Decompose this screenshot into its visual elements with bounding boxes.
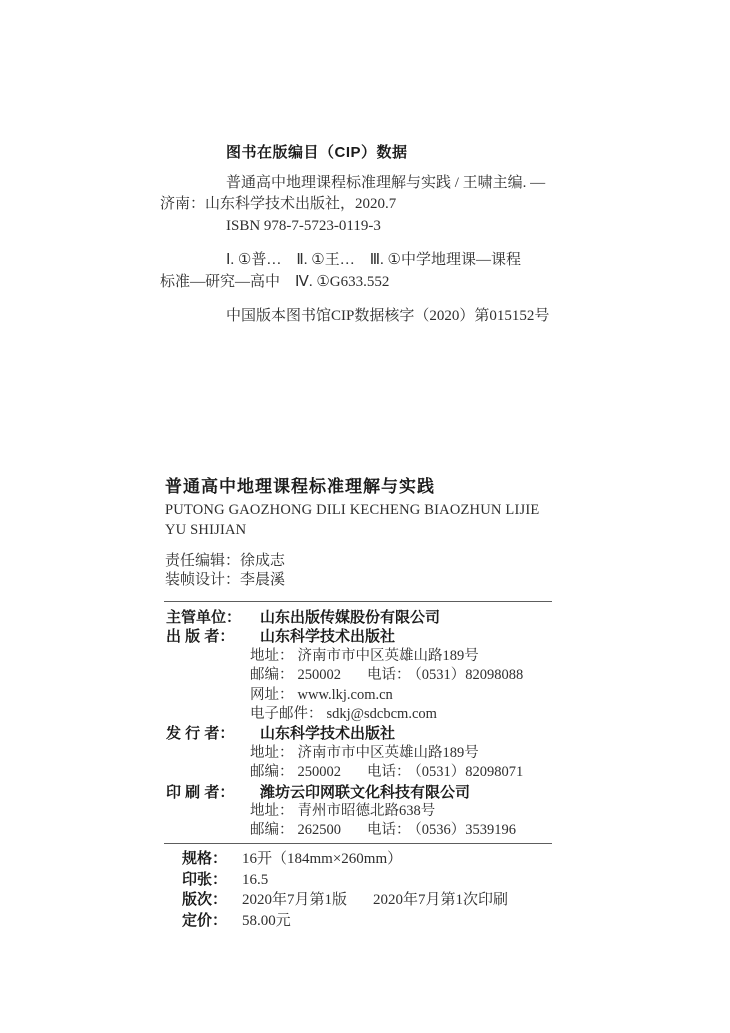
cip-entry-line-1: 普通高中地理课程标准理解与实践 / 王啸主编. —: [226, 174, 546, 191]
credits: [165, 552, 565, 590]
responsible-editor-row: [165, 552, 565, 571]
field-label: 发 行 者：: [166, 725, 235, 743]
field-label: 主管单位：: [166, 609, 242, 626]
printer-postcode-phone-row: [166, 821, 566, 840]
field-value: 山东科学技术出版社: [260, 628, 396, 646]
field-label: 电话：: [367, 822, 411, 839]
field-value: 16开（184mm×260mm）: [242, 851, 403, 867]
field-value: 李晨溪: [240, 572, 286, 588]
field-value: （0531）82098071: [414, 764, 524, 781]
field-value: （0536）3539196: [414, 822, 516, 839]
cip-classification-line-2: 标准—研究—高中 Ⅳ. ①G633.552: [160, 273, 390, 290]
field-value: sdkj@sdcbcm.com: [326, 706, 437, 723]
field-value: 青州市昭德北路638号: [297, 803, 436, 820]
print-spec-block: [182, 849, 582, 931]
field-value: 济南市市中区英雄山路189号: [297, 744, 479, 761]
cip-entry-line-2: 济南：山东科学技术出版社，2020.7: [160, 196, 397, 213]
field-label: 地址：: [250, 647, 294, 664]
field-label: 电话：: [367, 667, 411, 684]
book-title: 普通高中地理课程标准理解与实践: [165, 477, 435, 496]
title-pinyin-line-2: YU SHIJIAN: [165, 521, 247, 538]
field-label: 电话：: [367, 764, 411, 781]
field-value: 2020年7月第1版: [242, 892, 348, 908]
cip-heading: 图书在版编目（CIP）数据: [226, 144, 408, 161]
edition-row: [182, 890, 582, 911]
field-label: 邮编：: [250, 667, 294, 684]
cip-classification-line-1: Ⅰ. ①普… Ⅱ. ①王… Ⅲ. ①中学地理课—课程: [226, 252, 521, 269]
field-label: 定价：: [182, 911, 228, 929]
field-label: 邮编：: [250, 764, 294, 781]
field-value: 250002: [297, 764, 341, 781]
publisher-email-row: [166, 705, 566, 724]
field-value: 潍坊云印网联文化科技有限公司: [260, 783, 471, 801]
field-value: www.lkj.com.cn: [297, 686, 393, 703]
field-label: 规格：: [182, 850, 228, 867]
field-value: 250002: [297, 667, 341, 684]
publisher-website-row: [166, 686, 566, 705]
distributor-address-row: [166, 744, 566, 763]
field-label: 邮编：: [250, 822, 294, 839]
field-label: 版次：: [182, 891, 228, 908]
field-label: 责任编辑：: [165, 553, 241, 569]
sheets-row: [182, 870, 582, 891]
field-label: 印 刷 者：: [166, 783, 235, 801]
cip-registry-line: 中国版本图书馆CIP数据核字（2020）第015152号: [226, 307, 550, 324]
field-value: 山东科学技术出版社: [260, 725, 396, 743]
printer-row: [166, 783, 566, 802]
publisher-postcode-phone-row: [166, 666, 566, 685]
publisher-row: [166, 627, 566, 646]
binding-designer-row: [165, 571, 565, 590]
field-value: 58.00元: [242, 912, 291, 929]
distributor-postcode-phone-row: [166, 763, 566, 782]
field-value: 16.5: [242, 871, 269, 888]
divider-line-top: [164, 601, 552, 602]
field-value: 济南市市中区英雄山路189号: [297, 647, 479, 664]
title-block: [165, 475, 565, 590]
field-label: 出 版 者：: [166, 628, 235, 646]
field-label: 地址：: [250, 744, 294, 761]
field-value: 262500: [297, 822, 341, 839]
price-row: [182, 911, 582, 932]
cip-isbn-line: ISBN 978-7-5723-0119-3: [226, 217, 381, 234]
field-label: 电子邮件：: [250, 706, 323, 723]
divider-line-bottom: [164, 843, 552, 844]
field-value: 山东出版传媒股份有限公司: [260, 609, 441, 626]
publisher-address-row: [166, 647, 566, 666]
field-label: 装帧设计：: [165, 572, 241, 588]
distributor-row: [166, 724, 566, 743]
cip-block: [160, 142, 570, 327]
field-value-2: 2020年7月第1次印刷: [373, 892, 509, 908]
field-label: 网址：: [250, 686, 294, 703]
field-value: 徐成志: [240, 553, 286, 569]
field-label: 地址：: [250, 803, 294, 820]
field-value: （0531）82098088: [414, 667, 524, 684]
format-row: [182, 849, 582, 870]
field-label: 印张：: [182, 870, 228, 888]
publication-block: [166, 608, 566, 841]
title-pinyin-line-1: PUTONG GAOZHONG DILI KECHENG BIAOZHUN LIJIE: [165, 502, 540, 518]
printer-address-row: [166, 802, 566, 821]
supervisor-row: [166, 608, 566, 627]
